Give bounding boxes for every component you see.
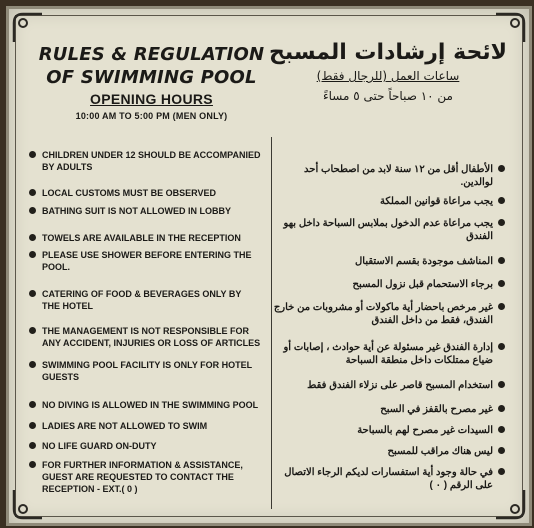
rule-item-ar: غير مصرح بالقفز في السبح (273, 403, 505, 416)
rule-item-en: CHILDREN UNDER 12 SHOULD BE ACCOMPANIED BY ADULTS (29, 149, 261, 173)
sign-frame (6, 6, 532, 526)
rule-item-ar: استخدام المسبح قاصر على نزلاء الفندق فقط (273, 379, 505, 392)
subtitle-en: OPENING HOURS (90, 91, 213, 107)
column-divider (271, 137, 272, 509)
rule-item-en: LADIES ARE NOT ALLOWED TO SWIM (29, 420, 261, 432)
bullet-icon (29, 151, 36, 158)
bullet-icon (498, 468, 505, 475)
rule-item-ar: السيدات غير مصرح لهم بالسباحة (273, 424, 505, 437)
rule-item-ar: يجب مراعاة قوانين المملكة (273, 195, 505, 208)
rule-item-en: BATHING SUIT IS NOT ALLOWED IN LOBBY (29, 205, 261, 217)
title-ar: لائحة إرشادات المسبح (269, 40, 507, 65)
rule-item-ar: غير مرخص باحضار أية ماكولات أو مشروبات من خارج الفندق، فقط من داخل الفندق (273, 301, 505, 327)
bullet-icon (498, 303, 505, 310)
bullet-icon (498, 405, 505, 412)
title-en: RULES & REGULATION OF SWIMMING POOL (38, 44, 265, 88)
bullet-icon (29, 207, 36, 214)
bullet-icon (29, 461, 36, 468)
bullet-icon (29, 442, 36, 449)
hours-ar: من ١٠ صباحاً حتى ٥ مساءً (322, 89, 453, 103)
corner-ornament-icon (11, 11, 45, 45)
corner-ornament-icon (493, 487, 527, 521)
bullet-icon (498, 280, 505, 287)
bullet-icon (29, 290, 36, 297)
bullet-icon (498, 165, 505, 172)
subtitle-ar: ساعات العمل (للرجال فقط) (316, 69, 460, 83)
english-header (29, 43, 274, 121)
rule-item-en: LOCAL CUSTOMS MUST BE OBSERVED (29, 187, 261, 199)
bullet-icon (29, 234, 36, 241)
bullet-icon (498, 381, 505, 388)
bullet-icon (498, 426, 505, 433)
bullet-icon (498, 219, 505, 226)
arabic-header (267, 39, 509, 103)
rule-item-ar: برجاء الاستحمام قبل نزول المسبح (273, 278, 505, 291)
bullet-icon (29, 251, 36, 258)
rule-item-en: NO DIVING IS ALLOWED IN THE SWIMMING POOL (29, 399, 261, 411)
hours-en: 10:00 AM TO 5:00 PM (MEN ONLY) (75, 111, 228, 121)
bullet-icon (498, 447, 505, 454)
rule-item-ar: المناشف موجودة بقسم الاستقبال (273, 255, 505, 268)
bullet-icon (29, 189, 36, 196)
bullet-icon (498, 343, 505, 350)
rule-item-en: SWIMMING POOL FACILITY IS ONLY FOR HOTEL GUESTS (29, 359, 261, 383)
rule-item-en: CATERING OF FOOD & BEVERAGES ONLY BY THE HOTEL (29, 288, 261, 312)
bullet-icon (29, 327, 36, 334)
bullet-icon (498, 257, 505, 264)
bullet-icon (29, 422, 36, 429)
rule-item-en: TOWELS ARE AVAILABLE IN THE RECEPTION (29, 232, 261, 244)
rule-item-en: FOR FURTHER INFORMATION & ASSISTANCE, GUEST ARE REQUESTED TO CONTACT THE RECEPTION - EXT.( 0 ) (29, 459, 261, 495)
bullet-icon (29, 361, 36, 368)
rule-item-en: NO LIFE GUARD ON-DUTY (29, 440, 261, 452)
rule-item-en: THE MANAGEMENT IS NOT RESPONSIBLE FOR ANY ACCIDENT, INJURIES OR LOSS OF ARTICLES (29, 325, 261, 349)
rule-item-ar: ليس هناك مراقب للمسبح (273, 445, 505, 458)
rule-item-en: PLEASE USE SHOWER BEFORE ENTERING THE POOL. (29, 249, 261, 273)
bullet-icon (29, 401, 36, 408)
bullet-icon (498, 197, 505, 204)
rule-item-ar: الأطفال أقل من ١٢ سنة لابد من اصطحاب أحد لوالدين. (273, 163, 505, 189)
rule-item-ar: يجب مراعاة عدم الدخول بملابس السباحة داخل بهو الفندق (273, 217, 505, 243)
rule-item-ar: إدارة الفندق غير مسئولة عن أية حوادث ، إصابات أو ضياع ممتلكات داخل منطقة السباحة (273, 341, 505, 367)
rule-item-ar: في حالة وجود أية استفسارات لديكم الرجاء الاتصال على الرقم ( ٠ ) (273, 466, 505, 492)
